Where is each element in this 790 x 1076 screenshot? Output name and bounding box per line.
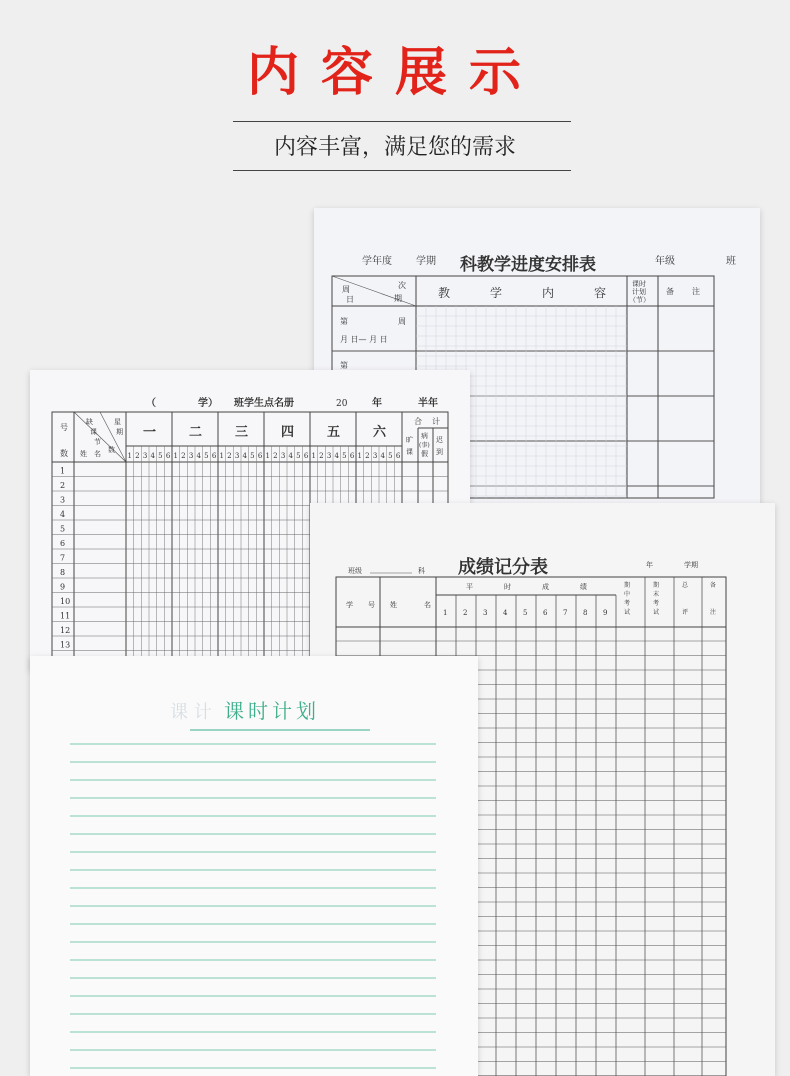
grades-term-label: 学期 — [684, 561, 698, 569]
period-digit: 6 — [257, 452, 263, 460]
rollcall-sick-1: 病 — [421, 432, 428, 440]
grades-usual-4: 绩 — [580, 583, 587, 591]
grades-final-1: 期 — [653, 582, 660, 589]
page-subtitle: 内容丰富，满足您的需求 — [273, 135, 516, 160]
period-digit: 6 — [395, 452, 401, 460]
period-digit: 4 — [380, 452, 385, 460]
roster-row-number: 2 — [60, 481, 66, 490]
schedule-content-3: 内 — [542, 286, 555, 300]
usual-score-number: 4 — [503, 609, 508, 617]
period-digit: 1 — [357, 452, 362, 460]
grades-remarks-2: 注 — [710, 609, 717, 616]
roster-row-number: 9 — [60, 582, 66, 592]
rollcall-absent-1: 缺 — [86, 418, 93, 426]
period-digit: 4 — [334, 452, 339, 460]
rollcall-half-label: 半年 — [418, 398, 438, 409]
grades-total-2: 评 — [682, 609, 689, 616]
rollcall-truant-2: 课 — [406, 448, 413, 456]
schedule-times-label: 次 — [398, 281, 406, 290]
subtitle-bottom-rule — [233, 170, 571, 171]
schedule-remarks-2: 注 — [692, 287, 700, 296]
period-digit: 4 — [196, 452, 201, 460]
schedule-term-label: 学期 — [416, 256, 436, 267]
usual-score-number: 9 — [603, 609, 608, 617]
period-digit: 5 — [204, 452, 209, 460]
grades-class-label: 班级 — [348, 567, 362, 575]
grades-no-2: 号 — [368, 601, 375, 609]
rollcall-truant-1: 旷 — [406, 436, 413, 444]
weekday-label: 六 — [373, 425, 387, 440]
period-digit: 1 — [173, 452, 178, 460]
schedule-hours-2: 计划 — [632, 288, 646, 296]
roster-row-number: 13 — [60, 640, 71, 650]
period-digit: 2 — [181, 452, 186, 460]
rollcall-number-label: 号 — [60, 423, 68, 432]
page-title: 内容展示 — [246, 43, 543, 103]
weekday-label: 三 — [235, 425, 249, 440]
subtitle-top-rule — [233, 121, 571, 122]
rollcall-week-2: 期 — [116, 428, 123, 436]
schedule-row-label-1: 第 — [340, 317, 348, 326]
weekday-label: 二 — [189, 425, 203, 440]
rollcall-name-2: 名 — [94, 450, 101, 458]
weekday-label: 五 — [327, 425, 341, 440]
schedule-class-label: 班 — [726, 256, 736, 267]
usual-score-number: 2 — [463, 609, 468, 617]
schedule-content-4: 容 — [594, 286, 607, 300]
roster-row-number: 5 — [60, 524, 66, 534]
schedule-content-2: 学 — [490, 286, 503, 300]
grades-mid-1: 期 — [624, 582, 631, 589]
schedule-period-label: 期 — [394, 294, 402, 303]
period-digit: 3 — [142, 452, 148, 460]
rollcall-total-1: 合 — [414, 417, 422, 426]
grades-usual-1: 平 — [466, 583, 473, 591]
rollcall-late-2: 到 — [436, 448, 443, 456]
lesson-plan-sheet — [30, 656, 478, 1076]
rollcall-number-label-2: 数 — [60, 449, 68, 458]
roster-row-number: 12 — [60, 626, 71, 635]
period-digit: 2 — [319, 452, 324, 460]
grades-title: 成绩记分表 — [458, 557, 548, 578]
grades-mid-2: 中 — [624, 591, 631, 598]
usual-score-number: 6 — [543, 609, 548, 617]
rollcall-title-left: （ — [146, 398, 156, 409]
schedule-day-label: 日 — [346, 295, 354, 304]
lesson-plan-drawing — [30, 656, 478, 1076]
period-digit: 1 — [127, 452, 132, 460]
rollcall-total-2: 计 — [432, 417, 440, 426]
grades-usual-3: 成 — [542, 583, 549, 591]
rollcall-title-mid: 学） — [198, 398, 218, 409]
schedule-row-label-3: 月 日— 月 日 — [340, 335, 388, 344]
period-digit: 5 — [342, 452, 347, 460]
roster-row-number: 8 — [60, 568, 66, 577]
schedule-row-label-2: 周 — [398, 317, 406, 326]
rollcall-title: 班学生点名册 — [234, 398, 294, 409]
period-digit: 2 — [273, 452, 278, 460]
rollcall-late-1: 迟 — [436, 436, 443, 444]
rollcall-count-label: 数 — [108, 446, 115, 454]
grades-subject-label: 科 — [418, 567, 425, 575]
usual-score-number: 8 — [583, 609, 588, 617]
grades-name-2: 名 — [424, 601, 431, 609]
schedule-grade-label: 年级 — [655, 256, 675, 267]
roster-row-number: 10 — [60, 597, 71, 606]
roster-row-number: 3 — [60, 495, 66, 505]
weekday-label: 一 — [143, 425, 157, 440]
rollcall-absent-3: 节 — [94, 438, 101, 446]
rollcall-name-1: 姓 — [80, 450, 87, 458]
usual-score-number: 1 — [443, 609, 448, 617]
period-digit: 6 — [211, 452, 217, 460]
period-digit: 3 — [234, 452, 240, 460]
period-digit: 2 — [365, 452, 370, 460]
schedule-week-label: 周 — [342, 285, 350, 294]
period-digit: 5 — [250, 452, 255, 460]
rollcall-absent-2: 课 — [90, 428, 97, 436]
grades-total-1: 总 — [682, 582, 689, 589]
rollcall-week-1: 星 — [114, 418, 121, 426]
usual-score-number: 5 — [523, 609, 528, 617]
period-digit: 3 — [326, 452, 332, 460]
grades-final-2: 末 — [653, 591, 660, 598]
roster-row-number: 7 — [60, 553, 66, 563]
period-digit: 3 — [280, 452, 286, 460]
grades-mid-3: 考 — [624, 600, 631, 607]
grades-usual-2: 时 — [504, 583, 511, 591]
roster-row-number: 11 — [60, 611, 71, 621]
period-digit: 1 — [219, 452, 224, 460]
roster-row-number: 4 — [60, 510, 66, 519]
lesson-plan-title: 课时计划 — [224, 699, 320, 723]
rollcall-sick-2: (事) — [419, 442, 430, 449]
rollcall-sick-3: 假 — [421, 450, 428, 458]
usual-score-number: 3 — [483, 609, 488, 617]
schedule-row-label-4: 第 — [340, 361, 348, 370]
grades-name-1: 姓 — [390, 601, 397, 609]
period-digit: 6 — [165, 452, 171, 460]
roster-row-number: 6 — [60, 539, 66, 548]
period-digit: 3 — [372, 452, 378, 460]
period-digit: 4 — [288, 452, 293, 460]
schedule-title: 科教学进度安排表 — [460, 255, 596, 275]
usual-score-number: 7 — [563, 609, 568, 617]
grades-mid-4: 试 — [624, 609, 631, 616]
weekday-label: 四 — [281, 425, 295, 440]
period-digit: 5 — [158, 452, 163, 460]
schedule-remarks-1: 备 — [666, 287, 674, 296]
period-digit: 5 — [388, 452, 393, 460]
period-digit: 1 — [265, 452, 270, 460]
grades-final-3: 考 — [653, 600, 660, 607]
period-digit: 2 — [135, 452, 140, 460]
period-digit: 4 — [242, 452, 247, 460]
grades-no-1: 学 — [346, 601, 353, 609]
grades-year-label: 年 — [646, 561, 653, 569]
header-banner — [0, 0, 790, 205]
rollcall-year-prefix: 20 — [336, 399, 348, 409]
period-digit: 6 — [349, 452, 355, 460]
period-digit: 2 — [227, 452, 232, 460]
schedule-content-1: 教 — [438, 286, 451, 300]
period-digit: 3 — [188, 452, 194, 460]
roster-row-number: 1 — [60, 466, 66, 476]
schedule-hours-3: （节） — [629, 296, 650, 304]
period-digit: 4 — [150, 452, 155, 460]
grades-final-4: 试 — [653, 609, 660, 616]
period-digit: 5 — [296, 452, 301, 460]
schedule-hours-1: 课时 — [632, 280, 646, 288]
schedule-year-label: 学年度 — [362, 256, 392, 267]
period-digit: 6 — [303, 452, 309, 460]
period-digit: 1 — [311, 452, 316, 460]
grades-remarks-1: 备 — [710, 582, 717, 589]
rollcall-year-label: 年 — [372, 398, 382, 409]
lesson-plan-ghost-title: 课 计 — [170, 702, 212, 723]
